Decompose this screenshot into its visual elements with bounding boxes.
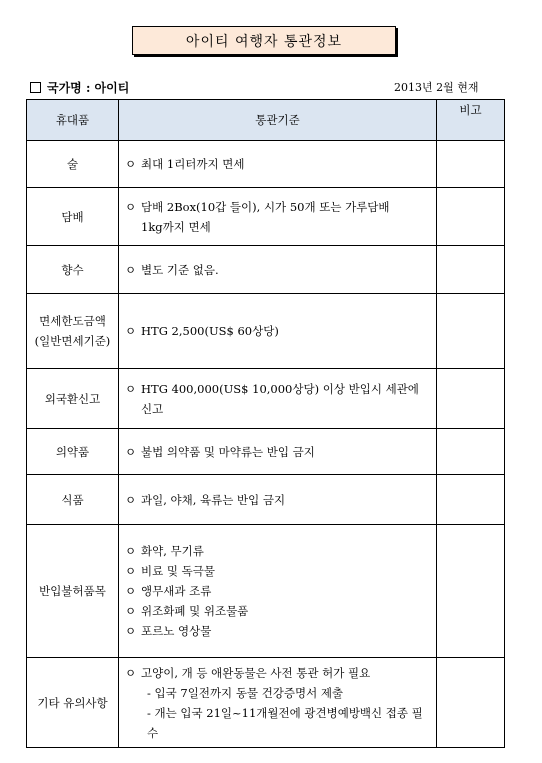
category-text: 기타 유의사항 <box>37 695 108 710</box>
standard-line <box>125 442 430 462</box>
country-label <box>30 79 129 96</box>
row-note <box>437 429 505 475</box>
standard-line <box>125 379 430 419</box>
category-text: 외국환신고 <box>44 391 101 406</box>
category-text: 담배 <box>61 209 84 224</box>
bullet-icon: ㅇ <box>125 324 137 338</box>
table-row <box>27 188 505 246</box>
table-row <box>27 294 505 369</box>
sub-line: - 입국 7일전까지 동물 건강증명서 제출 <box>147 685 344 700</box>
bullet-icon: ㅇ <box>125 157 137 171</box>
standard-text: 고양이, 개 등 애완동물은 사전 통관 허가 필요 <box>141 665 371 680</box>
table-row <box>27 246 505 294</box>
row-standard <box>119 525 437 658</box>
bullet-icon: ㅇ <box>125 624 137 638</box>
bullet-icon: ㅇ <box>125 604 137 618</box>
bullet-icon: ㅇ <box>125 262 137 277</box>
category-text: 의약품 <box>55 444 90 459</box>
header-note: 비고 <box>437 100 505 141</box>
category-text: 향수 <box>61 262 84 277</box>
bullet-icon: ㅇ <box>125 492 137 507</box>
row-category <box>27 429 119 475</box>
standard-text: 포르노 영상물 <box>141 624 212 638</box>
date-label: 2013년 2월 현재 <box>394 81 479 94</box>
table-row <box>27 429 505 475</box>
checkbox-icon <box>30 82 41 93</box>
row-standard <box>119 188 437 246</box>
bullet-icon: ㅇ <box>125 544 137 558</box>
row-category <box>27 369 119 429</box>
row-note <box>437 475 505 525</box>
table-row <box>27 525 505 658</box>
standard-line <box>125 581 430 601</box>
standard-text: 1kg까지 면세 <box>141 219 211 234</box>
row-category <box>27 475 119 525</box>
row-note <box>437 188 505 246</box>
standard-text: 최대 1리터까지 면세 <box>141 157 245 171</box>
standard-line <box>125 154 430 174</box>
row-standard <box>119 294 437 369</box>
standard-text: 별도 기준 없음. <box>141 262 219 277</box>
table-row <box>27 658 505 748</box>
row-standard <box>119 475 437 525</box>
row-standard <box>119 429 437 475</box>
standard-line <box>125 601 430 621</box>
row-note <box>437 294 505 369</box>
header-standard: 통관기준 <box>119 100 437 141</box>
standard-line <box>125 260 430 280</box>
standard-line <box>125 217 430 237</box>
table-row <box>27 369 505 429</box>
bullet-icon: ㅇ <box>125 665 137 680</box>
header-item: 휴대품 <box>27 100 119 141</box>
table-header-row <box>27 100 505 141</box>
bullet-icon: ㅇ <box>125 199 137 214</box>
row-standard <box>119 246 437 294</box>
standard-line <box>125 490 430 510</box>
standard-line <box>125 561 430 581</box>
row-category <box>27 188 119 246</box>
sub-line: - 개는 입국 21일~11개월전에 광견병예방백신 접종 필수 <box>147 705 423 740</box>
bullet-icon: ㅇ <box>125 444 137 459</box>
row-category <box>27 658 119 748</box>
standard-text: HTG 2,500(US$ 60상당) <box>141 324 279 338</box>
standard-text: 불법 의약품 및 마약류는 반입 금지 <box>141 444 315 459</box>
category-text: 식품 <box>61 492 84 507</box>
row-standard <box>119 369 437 429</box>
standard-line <box>125 321 430 341</box>
row-note <box>437 658 505 748</box>
standard-text: 앵무새과 조류 <box>141 584 212 598</box>
standard-line <box>125 621 430 641</box>
category-text: (일반면세기준) <box>34 334 111 348</box>
row-category <box>27 525 119 658</box>
bullet-icon <box>125 217 141 237</box>
customs-table <box>26 99 505 748</box>
standard-text: HTG 400,000(US$ 10,000상당) 이상 반입시 세관에 신고 <box>141 381 419 416</box>
standard-text: 위조화폐 및 위조물품 <box>141 604 249 618</box>
row-standard <box>119 141 437 188</box>
standard-text: 화약, 무기류 <box>141 544 204 558</box>
row-category <box>27 246 119 294</box>
category-text: 술 <box>66 157 79 171</box>
bullet-icon: ㅇ <box>125 381 137 396</box>
row-note <box>437 141 505 188</box>
row-note <box>437 525 505 658</box>
standard-text: 과일, 야채, 육류는 반입 금지 <box>141 492 286 507</box>
row-category <box>27 141 119 188</box>
standard-line <box>125 663 430 683</box>
standard-line <box>125 197 430 217</box>
country-name: 국가명 : 아이티 <box>47 81 130 95</box>
row-standard <box>119 658 437 748</box>
category-text: 면세한도금액 <box>39 314 106 328</box>
standard-text: 담배 2Box(10갑 들이), 시가 50개 또는 가루담배 <box>141 199 390 214</box>
table-row <box>27 475 505 525</box>
bullet-icon: ㅇ <box>125 584 137 598</box>
standard-line <box>125 541 430 561</box>
standard-text: 비료 및 독극물 <box>141 564 215 578</box>
page-title: 아이티 여행자 통관정보 <box>132 26 396 55</box>
table-row <box>27 141 505 188</box>
category-text: 반입불허품목 <box>39 584 106 598</box>
row-note <box>437 246 505 294</box>
row-note <box>437 369 505 429</box>
row-category <box>27 294 119 369</box>
bullet-icon: ㅇ <box>125 564 137 578</box>
